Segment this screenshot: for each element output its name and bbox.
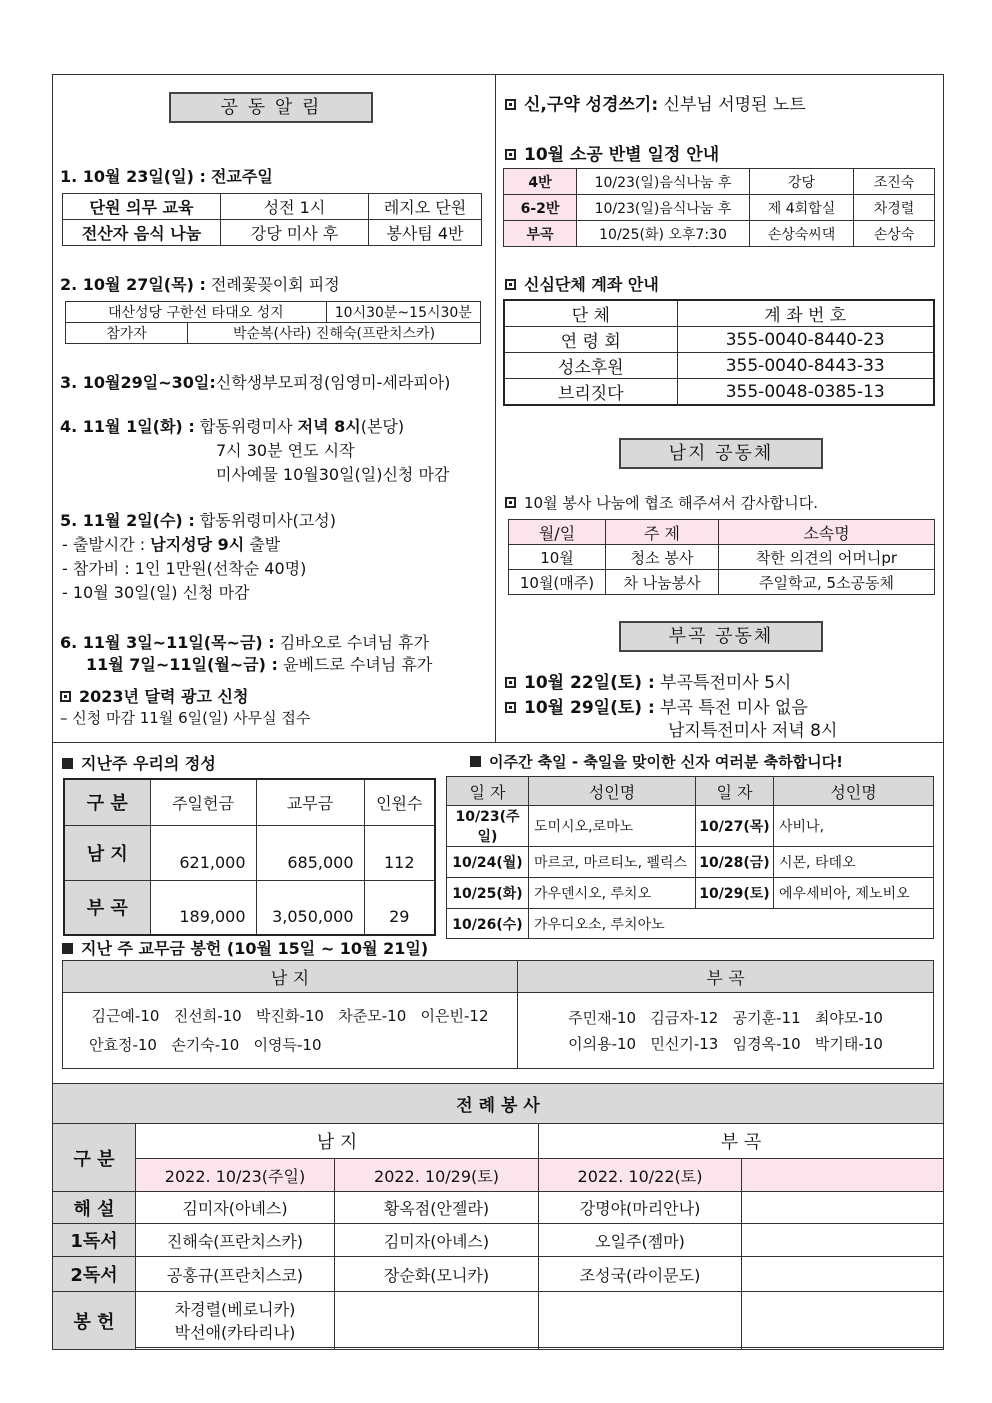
cell: 10/28(금) [696,847,774,878]
feast-title: 이주간 축일 - 축일을 맞이한 신자 여러분 축하합니다! [489,753,843,771]
cell: 성소후원 [504,353,677,379]
row-label: 봉 헌 [53,1292,136,1350]
item4-label: 4. 11월 1일(화) : [60,417,195,436]
cell: 조성국(라이문도) [539,1257,742,1292]
cell: 대산성당 구한선 타대오 성지 [66,302,327,323]
cell: 10월(매주) [509,570,606,595]
cell: 성전 1시 [221,194,369,220]
bugok-line2-text: 부곡 특전 미사 없음 [660,698,808,718]
offer-cell [136,1292,335,1350]
common-notice-title: 공 동 알 림 [169,92,373,123]
feast-table [446,776,934,939]
item4-line2: 미사예물 10월30일(일)신청 마감 [216,465,450,484]
cell: 가우디오소, 루치아노 [529,909,934,939]
cell: 봉사팀 4반 [369,220,482,246]
cell: 전산자 음식 나눔 [63,220,221,246]
square-bullet-icon [505,149,516,160]
accounts-heading [505,272,659,295]
calendar-heading [60,684,248,707]
item5-label: 5. 11월 2일(수) : [60,511,195,530]
liturgy-table [52,1083,944,1350]
cell: 10/27(목) [696,806,774,847]
cell: 685,000 [256,825,364,880]
cell [742,1292,944,1350]
tithe-namji-line1: 김근예-10 진선희-10 박진화-10 차준모-10 이은빈-12 [91,1006,489,1025]
tithe-bugok-line2: 이의용-10 민신기-13 임경옥-10 박기태-10 [568,1034,883,1053]
cell: 박순복(사라) 진해숙(프란치스카) [188,323,481,344]
cell: 621,000 [150,825,256,880]
item6-text1: 김바오로 수녀님 휴가 [279,633,430,652]
cell [742,1192,944,1224]
cell: 손상숙씨댁 [750,221,854,247]
cell: 사비나, [774,806,934,847]
item5 [60,508,336,531]
item1-label: 1. 10월 23일(일) : [60,167,206,186]
header-cell: 소속명 [719,520,935,545]
calendar-title: 2023년 달력 광고 신청 [79,687,249,706]
namji-thanks [505,492,818,513]
liturgy-bugok-header: 부 곡 [539,1124,944,1159]
cell: 10/25(화) 오후7:30 [577,221,750,247]
tithe-title: 지난 주 교무금 봉헌 (10월 15일 ~ 10월 21일) [81,939,429,958]
cell: 참가자 [66,323,188,344]
item2-label: 2. 10월 27일(목) : [60,275,206,294]
bugok-line3: 남지특전미사 저녁 8시 [668,721,838,741]
cell [742,1257,944,1292]
header-cell: 성인명 [529,777,696,806]
cell: 가우덴시오, 루치오 [529,878,696,909]
cell: 부곡 [504,221,577,247]
item4-text: 합동위령미사 [199,417,293,436]
item5-line1-post: 출발 [244,535,281,554]
cell: 10월 [509,545,606,570]
namji-table [508,519,935,595]
header-cell: 계 좌 번 호 [677,300,934,327]
accounts-title: 신심단체 계좌 안내 [524,275,659,294]
row-label: 1독서 [53,1224,136,1257]
cell: 도미시오,로마노 [529,806,696,847]
header-cell: 성인명 [774,777,934,806]
cell: 355-0048-0385-13 [677,379,934,406]
item3-text: 신학생부모피정(임영미-세라피아) [215,373,451,392]
sogong-heading [505,140,719,165]
offer-line: 차경렬(베로니카) [174,1299,296,1319]
cell: 레지오 단원 [369,194,482,220]
cell: 355-0040-8440-23 [677,327,934,353]
bible-text: 신부님 서명된 노트 [663,95,806,115]
bugok-line1 [505,668,791,693]
cell [742,1224,944,1257]
header-cell: 부 곡 [518,961,934,993]
bugok-title: 부곡 공동체 [619,621,823,652]
date-cell: 2022. 10/23(주일) [136,1159,335,1192]
cell: 김미자(아녜스) [335,1224,539,1257]
cell: 공홍규(프란치스코) [136,1257,335,1292]
row-label: 해 설 [53,1192,136,1224]
cell: 브리짓다 [504,379,677,406]
offering-table [63,778,436,936]
black-square-icon [62,758,73,769]
item5-line1-bold: 남지성당 9시 [150,535,245,554]
cell: 청소 봉사 [606,545,719,570]
offering-title: 지난주 우리의 정성 [81,754,216,773]
item4-line1: 7시 30분 연도 시작 [216,441,355,460]
cell: 강당 [750,169,854,195]
black-square-icon [470,756,481,767]
bible-notice [505,90,806,115]
cell: 355-0040-8443-33 [677,353,934,379]
cell: 10/26(수) [447,909,529,939]
cell: 10/23(주일) [447,806,529,847]
item4-bold: 저녁 8시 [297,417,361,436]
cell: 차경렬 [854,195,935,221]
offering-heading [62,751,216,774]
liturgy-col-label: 구 분 [53,1124,136,1192]
bugok-line2 [505,693,808,718]
item5-line1 [62,532,280,555]
item3-label: 3. 10월29일~30일: [60,373,216,392]
square-bullet-icon [60,691,71,702]
cell: 장순화(모니카) [335,1257,539,1292]
offer-line: 박선애(카타리나) [174,1322,296,1342]
item6-text2: 윤베드로 수녀님 휴가 [283,655,433,674]
cell: 강당 미사 후 [221,220,369,246]
cell: 10시30분~15시30분 [326,302,480,323]
square-bullet-icon [505,279,516,290]
cell: 6-2반 [504,195,577,221]
item1-text: 전교주일 [210,167,273,186]
row-label: 남 지 [64,825,150,880]
header-cell: 구 분 [64,779,150,825]
header-cell: 교무금 [256,779,364,825]
cell: 10/24(월) [447,847,529,878]
row-label: 2독서 [53,1257,136,1292]
calendar-text: – 신청 마감 11월 6일(일) 사무실 접수 [60,709,311,727]
item5-text: 합동위령미사(고성) [199,511,336,530]
item6-line2 [86,652,432,675]
feast-heading [470,751,843,772]
black-square-icon [62,943,73,954]
cell: 김미자(아녜스) [136,1192,335,1224]
tithe-bugok-cell [518,993,934,1069]
item3 [60,370,450,393]
sogong-title: 10월 소공 반별 일정 안내 [524,145,720,165]
cell: 29 [364,880,435,935]
item4-tail: (본당) [360,417,405,436]
cell: 진해숙(프란치스카) [136,1224,335,1257]
header-cell: 남 지 [63,961,518,993]
tithe-namji-line2: 안효정-10 손기숙-10 이영득-10 [89,1035,322,1054]
tithe-namji-cell [63,993,518,1069]
cell: 10/25(화) [447,878,529,909]
header-cell: 주일헌금 [150,779,256,825]
cell: 주일학교, 5소공동체 [719,570,935,595]
cell: 단원 의무 교육 [63,194,221,220]
header-cell: 단 체 [504,300,677,327]
square-bullet-icon [505,497,516,508]
header-cell: 일 자 [696,777,774,806]
item1-heading [60,164,273,187]
tithe-table [62,960,934,1069]
item5-line3: - 10월 30일(일) 신청 마감 [62,583,250,602]
item2-table [65,301,481,344]
cell: 마르코, 마르티노, 펠릭스 [529,847,696,878]
item6-label1: 6. 11월 3일~11일(목~금) : [60,633,275,652]
cell: 10/23(일)음식나눔 후 [577,169,750,195]
header-cell: 일 자 [447,777,529,806]
item2-heading [60,272,340,295]
item6-label2: 11월 7일~11일(월~금) : [86,655,278,674]
item5-line2: - 참가비 : 1인 1만원(선착순 40명) [62,559,307,578]
cell: 오일주(젬마) [539,1224,742,1257]
square-bullet-icon [505,99,516,110]
tithe-heading [62,936,428,959]
column-divider [495,74,496,742]
cell: 에우세비아, 제노비오 [774,878,934,909]
item1-table [62,193,482,246]
cell: 착한 의견의 어머니pr [719,545,935,570]
namji-thanks-text: 10월 봉사 나눔에 협조 해주셔서 감사합니다. [524,494,819,512]
bugok-line2-label: 10월 29일(토) : [524,698,655,718]
cell: 10/23(일)음식나눔 후 [577,195,750,221]
cell: 차 나눔봉사 [606,570,719,595]
cell [335,1292,539,1350]
header-cell: 월/일 [509,520,606,545]
item2-text: 전례꽃꽂이회 피정 [210,275,340,294]
item6-line1 [60,630,429,653]
cell: 189,000 [150,880,256,935]
cell: 112 [364,825,435,880]
cell: 10/29(토) [696,878,774,909]
cell: 4반 [504,169,577,195]
item5-line1-pre: - 출발시간 : [62,535,151,554]
cell: 강명야(마리안나) [539,1192,742,1224]
bible-label: 신,구약 성경쓰기: [524,95,659,115]
cell: 손상숙 [854,221,935,247]
date-cell: 2022. 10/22(토) [539,1159,742,1192]
accounts-table [503,299,935,406]
tithe-bugok-line1: 주민재-10 김금자-12 공기훈-11 최야모-10 [568,1008,883,1027]
liturgy-title: 전 례 봉 사 [53,1084,944,1124]
bugok-line1-text: 부곡특전미사 5시 [660,673,792,693]
header-cell: 주 제 [606,520,719,545]
item4 [60,414,404,437]
cell: 제 4회합실 [750,195,854,221]
cell: 조진숙 [854,169,935,195]
sogong-table [503,168,935,247]
date-cell: 2022. 10/29(토) [335,1159,539,1192]
cell [539,1292,742,1350]
cell: 시몬, 타데오 [774,847,934,878]
header-cell: 인원수 [364,779,435,825]
section-divider [52,742,944,743]
bugok-line1-label: 10월 22일(토) : [524,673,655,693]
square-bullet-icon [505,702,516,713]
date-cell [742,1159,944,1192]
square-bullet-icon [505,677,516,688]
namji-title: 남지 공동체 [619,438,823,469]
liturgy-namji-header: 남 지 [136,1124,539,1159]
cell: 연 령 회 [504,327,677,353]
cell: 3,050,000 [256,880,364,935]
row-label: 부 곡 [64,880,150,935]
cell: 황옥점(안젤라) [335,1192,539,1224]
